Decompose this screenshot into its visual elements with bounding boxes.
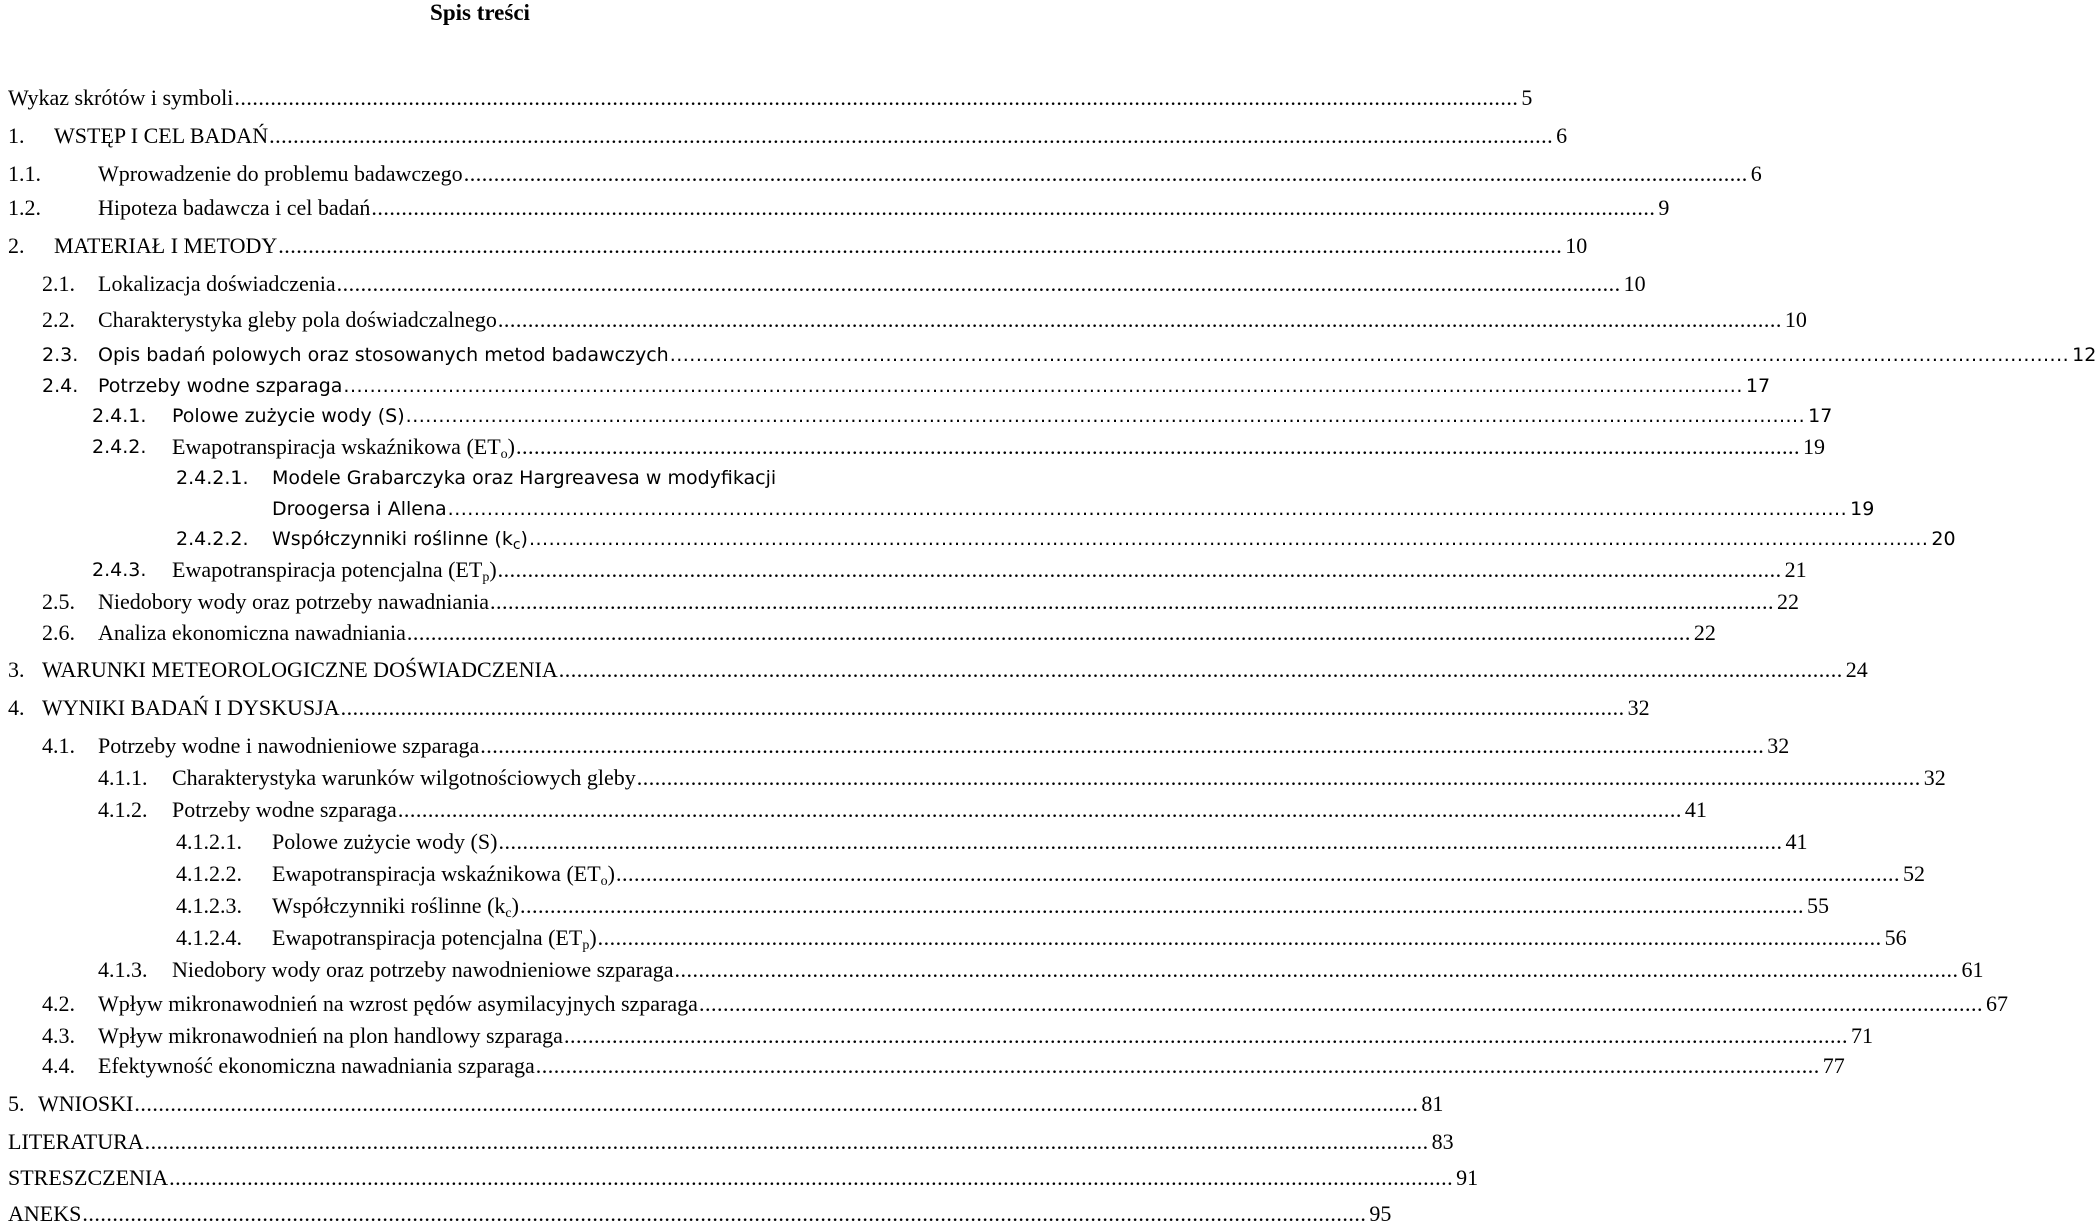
toc-leader-dots: ...................................................................................................................................................................................................................... (597, 925, 1882, 950)
toc-entry-number: 2.4.2.2. (176, 528, 249, 550)
toc-entry-number: 4.1.3. (98, 957, 148, 982)
toc-entry-text (272, 861, 615, 887)
toc-entry-page: 19 (1850, 498, 1875, 520)
toc-entry[interactable] (42, 729, 1790, 759)
toc-entry-number: 3. (8, 657, 25, 682)
toc-entry-page: 10 (1784, 307, 1807, 332)
toc-entry-page: 56 (1884, 925, 1907, 950)
toc-entry-text-main: Ewapotranspiracja potencjalna (ET (272, 925, 583, 950)
toc-entry-number: 4.2. (42, 991, 75, 1016)
toc-entry-number: 4.1.2. (98, 797, 148, 822)
toc-entry-text (272, 526, 528, 552)
toc-entry-text: Potrzeby wodne i nawodnieniowe szparaga (98, 733, 480, 758)
toc-entry[interactable] (8, 191, 1670, 221)
toc-entry-text-main: Ewapotranspiracja potencjalna (ET (172, 557, 483, 582)
toc-entry-page: 5 (1521, 85, 1533, 110)
toc-entry-text: WYNIKI BADAŃ I DYSKUSJA (42, 695, 340, 720)
toc-entry-text-after: ) (507, 434, 515, 459)
toc-entry-page: 21 (1784, 557, 1807, 582)
toc-entry-page: 77 (1822, 1053, 1845, 1078)
toc-entry-number: 1.1. (8, 161, 41, 186)
toc-entry-text-after: ) (489, 557, 497, 582)
toc-entry-text: Polowe zużycie wody (S) (272, 829, 498, 854)
toc-entry-text: Hipoteza badawcza i cel badań (98, 195, 371, 220)
toc-entry-page: 12 (2072, 344, 2096, 366)
toc-entry-page: 91 (1456, 1165, 1479, 1190)
toc-entry-number: 2.4.2.1. (176, 467, 249, 489)
toc-entry-number: 4.1.2.4. (176, 925, 242, 950)
toc-entry-page: 22 (1776, 589, 1799, 614)
toc-entry-text: Lokalizacja doświadczenia (98, 271, 336, 296)
toc-entry-number: 2.4.3. (92, 559, 147, 581)
toc-entry-number: 2.4. (42, 375, 79, 397)
toc-entry[interactable] (8, 1087, 1444, 1117)
toc-entry-text: Droogersa i Allena (272, 498, 447, 520)
toc-entry[interactable] (98, 793, 1707, 823)
toc-leader-dots: ...................................................................................................................................................................................................................... (269, 123, 1554, 148)
toc-entry-subscript: p (482, 570, 490, 585)
toc-leader-dots: ...................................................................................................................................................................................................................... (519, 893, 1804, 918)
toc-entry-page: 10 (1565, 233, 1588, 258)
toc-entry[interactable] (176, 825, 1808, 855)
toc-leader-dots: ...................................................................................................................................................................................................................... (144, 1129, 1429, 1154)
toc-entry-number: 2.2. (42, 307, 75, 332)
toc-leader-dots: ...................................................................................................................................................................................................................... (558, 657, 1843, 682)
toc-entry-subscript: o (600, 874, 608, 889)
toc-leader-dots: ...................................................................................................................................................................................................................... (406, 620, 1691, 645)
toc-leader-dots: ...................................................................................................................................................................................................................... (336, 271, 1621, 296)
toc-entry[interactable] (42, 267, 1646, 297)
toc-entry-number: 2. (8, 233, 25, 258)
toc-entry-text (272, 893, 519, 919)
toc-entry-text-main: Ewapotranspiracja wskaźnikowa (ET (172, 434, 501, 459)
toc-entry[interactable] (8, 1197, 1392, 1227)
toc-entry-number: 4.1.1. (98, 765, 148, 790)
toc-entry-page: 20 (1931, 528, 1956, 550)
toc-entry-text: Niedobory wody oraz potrzeby nawodnieniowe szparaga (172, 957, 674, 982)
toc-leader-dots: ...................................................................................................................................................................................................................... (234, 85, 1519, 110)
toc-leader-dots: ...................................................................................................................................................................................................................... (405, 405, 1806, 427)
toc-entry-page: 55 (1806, 893, 1829, 918)
toc-entry-page: 17 (1808, 405, 1833, 427)
toc-entry-number: 2.6. (42, 620, 75, 645)
page-title: Spis treści (430, 0, 530, 25)
toc-entry[interactable] (42, 987, 2008, 1017)
toc-entry[interactable] (176, 889, 1829, 921)
toc-entry-number: 4.1.2.1. (176, 829, 242, 854)
toc-entry[interactable] (92, 553, 1807, 585)
toc-entry-subscript: o (500, 447, 508, 462)
toc-entry-number: 2.4.1. (92, 405, 147, 427)
toc-leader-dots: ...................................................................................................................................................................................................................... (498, 829, 1783, 854)
toc-leader-dots: ...................................................................................................................................................................................................................... (636, 765, 1921, 790)
toc-entry-page: 61 (1961, 957, 1984, 982)
toc-leader-dots: ...................................................................................................................................................................................................................... (497, 557, 1782, 582)
toc-entry-text: Polowe zużycie wody (S) (172, 405, 405, 427)
toc-entry[interactable] (176, 921, 1907, 953)
toc-entry[interactable] (272, 492, 1875, 522)
toc-entry-text: Potrzeby wodne szparaga (172, 797, 397, 822)
toc-entry-page: 95 (1369, 1201, 1392, 1226)
toc-entry-text (172, 434, 515, 460)
toc-entry[interactable] (42, 616, 1716, 646)
toc-entry[interactable] (176, 461, 880, 491)
toc-entry[interactable] (42, 1019, 1873, 1049)
toc-entry-text: MATERIAŁ I METODY (54, 233, 278, 258)
toc-leader-dots: ...................................................................................................................................................................................................................... (278, 233, 1563, 258)
toc-entry[interactable] (42, 1049, 1845, 1079)
toc-entry-number: 4. (8, 695, 25, 720)
toc-leader-dots: ...................................................................................................................................................................................................................... (489, 589, 1774, 614)
toc-entry-text: WNIOSKI (38, 1091, 134, 1116)
toc-entry-text-after: ) (589, 925, 597, 950)
toc-entry-text-after: ) (511, 893, 519, 918)
toc-leader-dots: ...................................................................................................................................................................................................................... (615, 861, 1900, 886)
toc-entry-text: Analiza ekonomiczna nawadniania (98, 620, 406, 645)
toc-entry-text: Charakterystyka warunków wilgotnościowych gleby (172, 765, 636, 790)
toc-entry-number: 2.5. (42, 589, 75, 614)
toc-entry[interactable] (176, 857, 1925, 889)
toc-leader-dots: ...................................................................................................................................................................................................................... (535, 1053, 1820, 1078)
toc-entry-text: Wykaz skrótów i symboli (8, 85, 234, 110)
toc-entry-page: 52 (1902, 861, 1925, 886)
toc-entry-page: 32 (1923, 765, 1946, 790)
toc-leader-dots: ...................................................................................................................................................................................................................... (528, 528, 1929, 550)
toc-entry-page: 32 (1767, 733, 1790, 758)
toc-entry-page: 19 (1802, 434, 1825, 459)
toc-entry-subscript: c (505, 906, 512, 921)
toc-entry-text: STRESZCZENIA (8, 1165, 169, 1190)
toc-entry-page: 67 (1985, 991, 2008, 1016)
toc-entry[interactable] (8, 1125, 1454, 1155)
toc-entry[interactable] (42, 338, 2096, 368)
toc-entry-text-after: ) (520, 528, 528, 550)
toc-entry-number: 2.1. (42, 271, 75, 296)
toc-entry-page: 9 (1658, 195, 1670, 220)
toc-leader-dots: ...................................................................................................................................................................................................................... (669, 344, 2070, 366)
toc-entry[interactable] (42, 369, 1771, 399)
toc-entry-page: 22 (1693, 620, 1716, 645)
toc-leader-dots: ...................................................................................................................................................................................................................... (480, 733, 1765, 758)
toc-entry-page: 41 (1785, 829, 1808, 854)
toc-entry[interactable] (42, 585, 1799, 615)
toc-entry[interactable] (8, 119, 1568, 149)
toc-entry-number: 2.3. (42, 344, 79, 366)
toc-entry-page: 6 (1750, 161, 1762, 186)
toc-entry-number: 4.1. (42, 733, 75, 758)
toc-leader-dots: ...................................................................................................................................................................................................................... (340, 695, 1625, 720)
toc-entry-number: 4.3. (42, 1023, 75, 1048)
toc-entry-text: WARUNKI METEOROLOGICZNE DOŚWIADCZENIA (42, 657, 558, 682)
toc-entry-text-main: Współczynniki roślinne (k (272, 893, 506, 918)
toc-entry-page: 6 (1556, 123, 1568, 148)
toc-leader-dots: ...................................................................................................................................................................................................................... (169, 1165, 1454, 1190)
toc-entry-text: LITERATURA (8, 1129, 144, 1154)
toc-entry-page: 41 (1684, 797, 1707, 822)
toc-entry-text-after: ) (607, 861, 615, 886)
toc-entry-number: 1.2. (8, 195, 41, 220)
toc-entry-page: 71 (1850, 1023, 1873, 1048)
toc-entry[interactable] (98, 761, 1946, 791)
toc-entry[interactable] (92, 430, 1825, 462)
toc-entry-subscript: p (582, 938, 590, 953)
toc-entry-page: 24 (1845, 657, 1868, 682)
toc-entry-number: 4.4. (42, 1053, 75, 1078)
toc-entry-page: 10 (1623, 271, 1646, 296)
toc-leader-dots: ...................................................................................................................................................................................................................... (674, 957, 1959, 982)
toc-entry-text-main: Ewapotranspiracja wskaźnikowa (ET (272, 861, 601, 886)
toc-entry-text: Potrzeby wodne szparaga (98, 375, 343, 397)
toc-entry-page: 32 (1627, 695, 1650, 720)
toc-entry-page: 81 (1421, 1091, 1444, 1116)
toc-entry-text-main: Współczynniki roślinne (k (272, 528, 513, 550)
toc-entry[interactable] (8, 81, 1533, 111)
toc-entry-text: ANEKS (8, 1201, 82, 1226)
toc-leader-dots: ...................................................................................................................................................................................................................... (497, 307, 1782, 332)
toc-leader-dots: ...................................................................................................................................................................................................................... (447, 498, 1848, 520)
toc-entry-number: 2.4.2. (92, 436, 147, 458)
toc-entry-text: WSTĘP I CEL BADAŃ (54, 123, 269, 148)
toc-leader-dots: ...................................................................................................................................................................................................................... (515, 434, 1800, 459)
toc-entry-number: 4.1.2.3. (176, 893, 242, 918)
toc-entry-text: Wpływ mikronawodnień na plon handlowy szparaga (98, 1023, 563, 1048)
toc-leader-dots: ...................................................................................................................................................................................................................... (397, 797, 1682, 822)
toc-leader-dots: ...................................................................................................................................................................................................................... (343, 375, 1743, 397)
toc-entry-page: 83 (1431, 1129, 1454, 1154)
toc-entry[interactable] (8, 653, 1868, 683)
toc-entry-text: Charakterystyka gleby pola doświadczalnego (98, 307, 497, 332)
toc-entry-text: Opis badań polowych oraz stosowanych metod badawczych (98, 344, 669, 366)
toc-leader-dots: ...................................................................................................................................................................................................................... (463, 161, 1748, 186)
toc-entry[interactable] (92, 399, 1833, 429)
toc-entry-text (172, 557, 497, 583)
toc-entry-text: Wpływ mikronawodnień na wzrost pędów asymilacyjnych szparaga (98, 991, 698, 1016)
toc-entry[interactable] (98, 953, 1984, 983)
toc-entry-text: Modele Grabarczyka oraz Hargreavesa w modyfikacji (272, 467, 777, 489)
toc-entry-text: Wprowadzenie do problemu badawczego (98, 161, 463, 186)
toc-entry[interactable] (176, 522, 1956, 553)
toc-entry-number: 1. (8, 123, 25, 148)
toc-leader-dots: ...................................................................................................................................................................................................................... (698, 991, 1983, 1016)
toc-entry-text: Efektywność ekonomiczna nawadniania szparaga (98, 1053, 535, 1078)
toc-entry[interactable] (8, 157, 1762, 187)
toc-entry[interactable] (8, 229, 1588, 259)
toc-entry-subscript: c (512, 537, 521, 553)
toc-leader-dots: ...................................................................................................................................................................................................................... (371, 195, 1656, 220)
toc-leader-dots: ...................................................................................................................................................................................................................... (563, 1023, 1848, 1048)
toc-entry-text (272, 925, 597, 951)
toc-entry-page: 17 (1745, 375, 1771, 397)
toc-leader-dots: ...................................................................................................................................................................................................................... (82, 1201, 1367, 1226)
toc-entry-number: 4.1.2.2. (176, 861, 242, 886)
toc-entry[interactable] (42, 303, 1807, 333)
toc-entry[interactable] (8, 1161, 1479, 1191)
toc-leader-dots: ...................................................................................................................................................................................................................... (134, 1091, 1419, 1116)
toc-entry-number: 5. (8, 1091, 25, 1116)
toc-entry[interactable] (8, 691, 1650, 721)
toc-entry-text: Niedobory wody oraz potrzeby nawadniania (98, 589, 489, 614)
